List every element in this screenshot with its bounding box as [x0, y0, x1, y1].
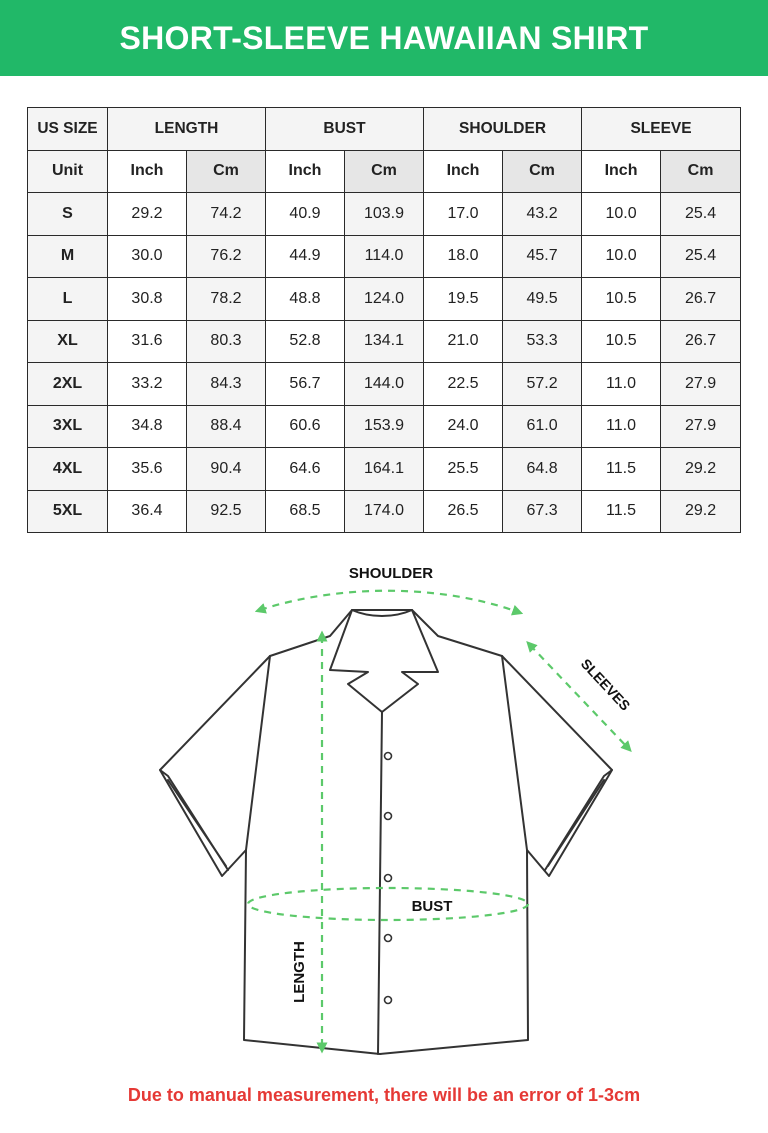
value-cell: 25.4: [661, 193, 741, 236]
sleeve-header: SLEEVE: [582, 108, 741, 151]
bust-measure-ellipse: [248, 888, 528, 920]
length-header: LENGTH: [108, 108, 266, 151]
size-cell: 2XL: [28, 363, 108, 406]
button-icon: [385, 997, 392, 1004]
value-cell: 10.0: [582, 193, 661, 236]
value-cell: 17.0: [424, 193, 503, 236]
value-cell: 11.5: [582, 448, 661, 491]
value-cell: 27.9: [661, 405, 741, 448]
size-cell: 5XL: [28, 490, 108, 533]
value-cell: 35.6: [108, 448, 187, 491]
value-cell: 153.9: [345, 405, 424, 448]
unit-label: Unit: [28, 150, 108, 193]
value-cell: 68.5: [266, 490, 345, 533]
value-cell: 80.3: [187, 320, 266, 363]
value-cell: 30.0: [108, 235, 187, 278]
value-cell: 48.8: [266, 278, 345, 321]
shirt-outline: [160, 610, 612, 1054]
value-cell: 10.5: [582, 320, 661, 363]
value-cell: 64.6: [266, 448, 345, 491]
value-cell: 31.6: [108, 320, 187, 363]
group-header-row: [28, 108, 741, 151]
value-cell: 174.0: [345, 490, 424, 533]
value-cell: 114.0: [345, 235, 424, 278]
size-cell: S: [28, 193, 108, 236]
size-row: [28, 320, 741, 363]
value-cell: 29.2: [108, 193, 187, 236]
button-icon: [385, 753, 392, 760]
size-row: [28, 363, 741, 406]
shoulder-inch-header: Inch: [424, 150, 503, 193]
value-cell: 74.2: [187, 193, 266, 236]
value-cell: 53.3: [503, 320, 582, 363]
size-cell: 4XL: [28, 448, 108, 491]
value-cell: 25.5: [424, 448, 503, 491]
sleeve-inch-header: Inch: [582, 150, 661, 193]
value-cell: 49.5: [503, 278, 582, 321]
bust-inch-header: Inch: [266, 150, 345, 193]
us-size-header: US SIZE: [28, 108, 108, 151]
value-cell: 44.9: [266, 235, 345, 278]
length-cm-header: Cm: [187, 150, 266, 193]
size-row: [28, 193, 741, 236]
value-cell: 34.8: [108, 405, 187, 448]
value-cell: 27.9: [661, 363, 741, 406]
value-cell: 40.9: [266, 193, 345, 236]
value-cell: 36.4: [108, 490, 187, 533]
size-row: [28, 490, 741, 533]
measurement-error-note: Due to manual measurement, there will be an error of 1-3cm: [127, 1085, 641, 1105]
value-cell: 11.5: [582, 490, 661, 533]
value-cell: 45.7: [503, 235, 582, 278]
value-cell: 103.9: [345, 193, 424, 236]
size-chart-table: [27, 107, 741, 533]
value-cell: 29.2: [661, 448, 741, 491]
value-cell: 78.2: [187, 278, 266, 321]
size-cell: 3XL: [28, 405, 108, 448]
value-cell: 11.0: [582, 363, 661, 406]
value-cell: 26.5: [424, 490, 503, 533]
button-icon: [385, 935, 392, 942]
value-cell: 10.5: [582, 278, 661, 321]
bust-header: BUST: [266, 108, 424, 151]
bust-label: BUST: [411, 898, 453, 915]
value-cell: 84.3: [187, 363, 266, 406]
value-cell: 56.7: [266, 363, 345, 406]
page-title: SHORT-SLEEVE HAWAIIAN SHIRT: [119, 19, 649, 56]
value-cell: 90.4: [187, 448, 266, 491]
sleeves-label: SLEEVES: [577, 655, 634, 714]
value-cell: 33.2: [108, 363, 187, 406]
sleeve-cm-header: Cm: [661, 150, 741, 193]
bust-cm-header: Cm: [345, 150, 424, 193]
size-cell: XL: [28, 320, 108, 363]
value-cell: 92.5: [187, 490, 266, 533]
value-cell: 30.8: [108, 278, 187, 321]
value-cell: 124.0: [345, 278, 424, 321]
size-row: [28, 405, 741, 448]
size-row: [28, 278, 741, 321]
value-cell: 21.0: [424, 320, 503, 363]
value-cell: 134.1: [345, 320, 424, 363]
value-cell: 61.0: [503, 405, 582, 448]
value-cell: 11.0: [582, 405, 661, 448]
button-icon: [385, 875, 392, 882]
value-cell: 29.2: [661, 490, 741, 533]
length-inch-header: Inch: [108, 150, 187, 193]
value-cell: 19.5: [424, 278, 503, 321]
shoulder-header: SHOULDER: [424, 108, 582, 151]
value-cell: 10.0: [582, 235, 661, 278]
size-row: [28, 235, 741, 278]
button-icon: [385, 813, 392, 820]
value-cell: 67.3: [503, 490, 582, 533]
value-cell: 57.2: [503, 363, 582, 406]
size-cell: M: [28, 235, 108, 278]
size-row: [28, 448, 741, 491]
title-banner: [0, 0, 768, 76]
value-cell: 60.6: [266, 405, 345, 448]
shirt-buttons: [385, 753, 392, 1004]
value-cell: 88.4: [187, 405, 266, 448]
value-cell: 43.2: [503, 193, 582, 236]
unit-header-row: [28, 150, 741, 193]
value-cell: 76.2: [187, 235, 266, 278]
value-cell: 144.0: [345, 363, 424, 406]
shoulder-label: SHOULDER: [348, 565, 434, 582]
value-cell: 52.8: [266, 320, 345, 363]
value-cell: 22.5: [424, 363, 503, 406]
value-cell: 26.7: [661, 278, 741, 321]
shoulder-measure-line: [260, 591, 518, 612]
value-cell: 25.4: [661, 235, 741, 278]
value-cell: 26.7: [661, 320, 741, 363]
value-cell: 64.8: [503, 448, 582, 491]
value-cell: 24.0: [424, 405, 503, 448]
size-cell: L: [28, 278, 108, 321]
value-cell: 18.0: [424, 235, 503, 278]
length-label: LENGTH: [291, 941, 308, 1003]
shirt-measurement-diagram: [0, 540, 768, 1080]
value-cell: 164.1: [345, 448, 424, 491]
shoulder-cm-header: Cm: [503, 150, 582, 193]
